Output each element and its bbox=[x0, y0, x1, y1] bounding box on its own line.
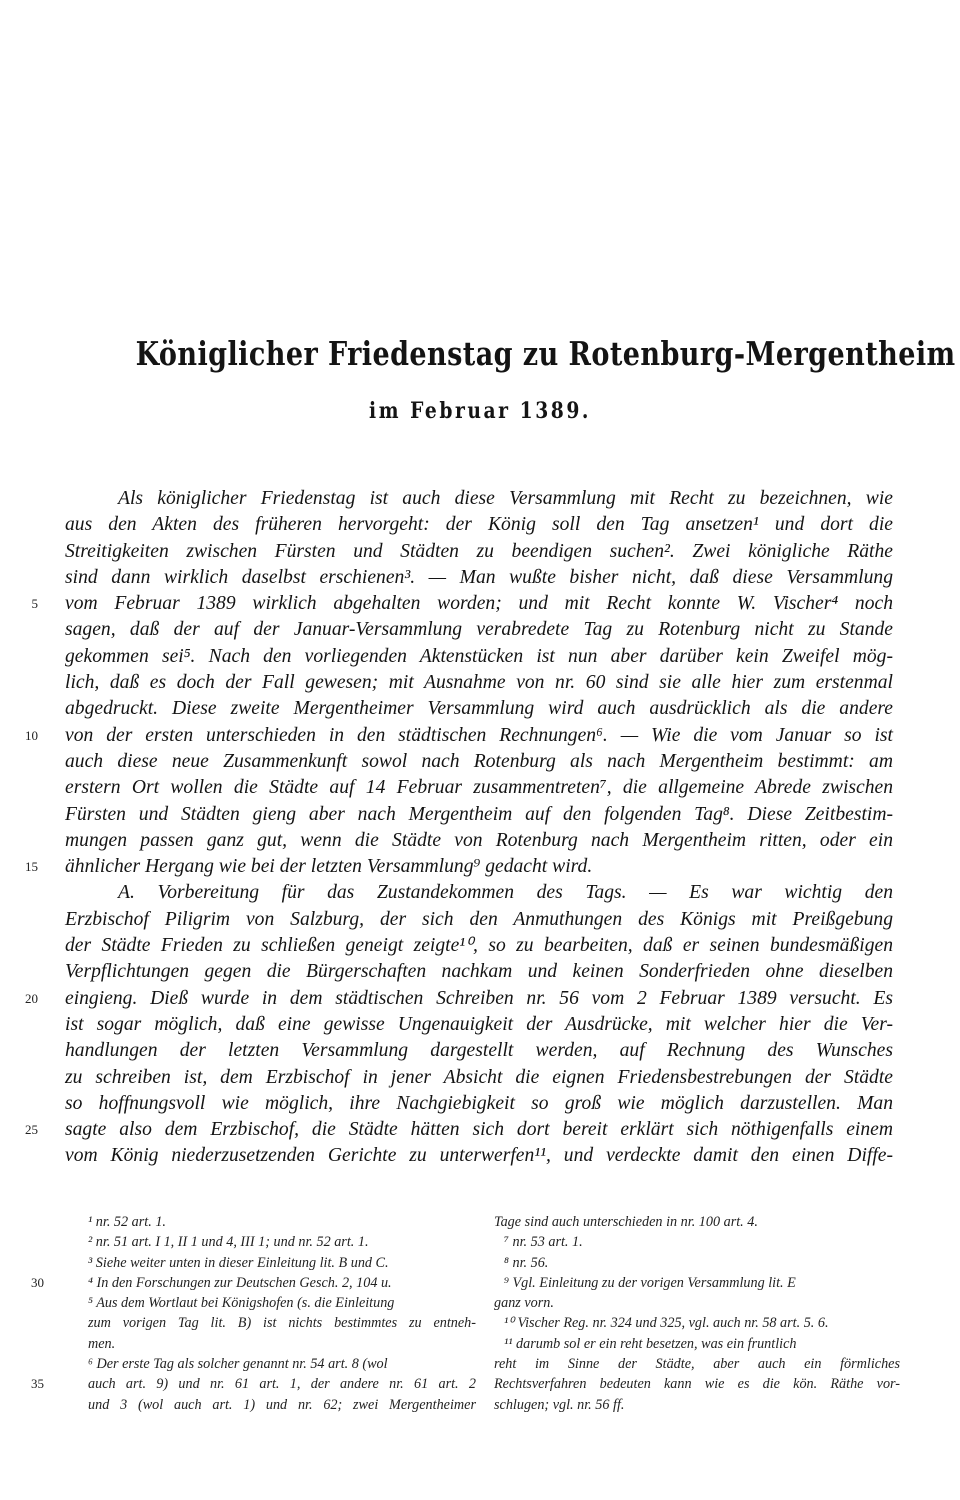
line-number: 10 bbox=[25, 727, 38, 743]
footnotes-left-column bbox=[31, 1212, 476, 1415]
footnote-text: ¹¹ darumb sol er ein reht besetzen, was ein fruntlich bbox=[504, 1335, 797, 1352]
body-line bbox=[0, 617, 960, 643]
page-subtitle: im Februar 1389. bbox=[369, 398, 591, 424]
body-line bbox=[0, 670, 960, 696]
body-line-text: eingieng. Dieß wurde in dem städtischen Schreiben nr. 56 vom 2 Februar 1389 versucht. Es bbox=[65, 987, 893, 1009]
body-text bbox=[0, 486, 960, 1170]
body-line bbox=[0, 880, 960, 906]
body-line-text: der Städte Frieden zu schließen geneigt zeigte¹⁰, so zu bearbeiten, daß er seinen bundesmäßigen bbox=[65, 935, 893, 957]
footnote-line bbox=[62, 1232, 476, 1252]
footnote-text: ⁴ In den Forschungen zur Deutschen Gesch. 2, 104 u. bbox=[88, 1274, 392, 1291]
body-line bbox=[0, 486, 960, 512]
footnote-line bbox=[492, 1395, 900, 1415]
footnote-text: ⁸ nr. 56. bbox=[504, 1254, 549, 1271]
body-line bbox=[0, 1038, 960, 1064]
footnote-text: ganz vorn. bbox=[494, 1295, 554, 1312]
footnote-line bbox=[492, 1212, 900, 1232]
body-line-text: vom König niederzusetzenden Gerichte zu unterwerfen¹¹, und verdeckte damit den einen Diffe- bbox=[65, 1145, 893, 1167]
body-line-text: aus den Akten des früheren hervorgeht: der König soll den Tag ansetzen¹ und dort die bbox=[65, 514, 893, 536]
footnote-line bbox=[492, 1313, 900, 1333]
body-line-text: Verpflichtungen gegen die Bürgerschaften nachkam und keinen Sonderfrieden ohne dieselben bbox=[65, 961, 893, 983]
footnote-text: ⁷ nr. 53 art. 1. bbox=[504, 1234, 583, 1251]
body-line bbox=[0, 1091, 960, 1117]
footnotes-right-column bbox=[492, 1212, 900, 1415]
body-line-text: lich, daß es doch der Fall gewesen; mit Ausnahme von nr. 60 sind sie alle hier zum erstenmal bbox=[65, 672, 893, 694]
body-line bbox=[0, 539, 960, 565]
body-line-text: so hoffnungsvoll wie möglich, ihre Nachgiebigkeit so groß wie möglich darzustellen. Man bbox=[65, 1092, 893, 1114]
body-line bbox=[0, 696, 960, 722]
footnote-text: reht im Sinne der Städte, aber auch ein förmliches bbox=[494, 1356, 900, 1373]
body-line-text: auch diese neue Zusammenkunft sowol nach Rotenburg als nach Mergentheim bestimmt: am bbox=[65, 750, 893, 772]
footnote-line bbox=[492, 1253, 900, 1273]
body-line-text: erstern Ort wollen die Städte auf 14 Februar zusammentreten⁷, die allgemeine Abrede zwischen bbox=[65, 777, 893, 799]
footnote-line bbox=[492, 1354, 900, 1374]
footnote-text: ⁵ Aus dem Wortlaut bei Königshofen (s. die Einleitung bbox=[88, 1295, 395, 1312]
body-line bbox=[0, 907, 960, 933]
line-number: 35 bbox=[31, 1376, 44, 1392]
line-number: 20 bbox=[25, 990, 38, 1006]
footnote-text: ⁹ Vgl. Einleitung zu der vorigen Versammlung lit. E bbox=[504, 1274, 796, 1291]
body-line-text: mungen passen ganz gut, wenn die Städte von Rotenburg nach Mergentheim ritten, oder ein bbox=[65, 829, 893, 851]
body-line-text: vom Februar 1389 wirklich abgehalten worden; und mit Recht konnte W. Vischer⁴ noch bbox=[65, 593, 893, 615]
footnote-line bbox=[31, 1374, 476, 1394]
body-line bbox=[0, 1143, 960, 1169]
footnote-text: Rechtsverfahren bedeuten kann wie es die kön. Räthe vor- bbox=[494, 1376, 900, 1393]
footnote-line bbox=[62, 1253, 476, 1273]
page-title: Königlicher Friedenstag zu Rotenburg-Mergentheim bbox=[135, 334, 956, 373]
body-line-text: zu schreiben ist, dem Erzbischof in jener Absicht die eignen Friedensbestrebungen der Städte bbox=[65, 1066, 893, 1088]
body-line bbox=[0, 986, 960, 1012]
footnote-line bbox=[62, 1212, 476, 1232]
footnote-line bbox=[492, 1374, 900, 1394]
body-line-text: ähnlicher Hergang wie bei der letzten Versammlung⁹ gedacht wird. bbox=[65, 856, 593, 878]
footnote-text: Tage sind auch unterschieden in nr. 100 art. 4. bbox=[494, 1214, 758, 1230]
body-line bbox=[0, 802, 960, 828]
body-line bbox=[0, 749, 960, 775]
body-line-text: Erzbischof Piligrim von Salzburg, der sich den Anmuthungen des Königs mit Preißgebung bbox=[65, 908, 893, 930]
body-line-text: gekommen sei⁵. Nach den vorliegenden Aktenstücken ist nun aber darüber kein Zweifel mög- bbox=[65, 645, 893, 667]
footnote-text: ⁶ Der erste Tag als solcher genannt nr. 54 art. 8 (wol bbox=[88, 1356, 388, 1373]
footnote-line bbox=[492, 1334, 900, 1354]
footnote-line bbox=[62, 1293, 476, 1313]
footnote-line bbox=[31, 1273, 476, 1293]
line-number: 30 bbox=[31, 1274, 44, 1290]
footnote-line bbox=[62, 1354, 476, 1374]
body-line-text: Fürsten und Städten gieng aber nach Mergentheim auf den folgenden Tag⁸. Diese Zeitbestim- bbox=[65, 803, 893, 825]
body-line-text: abgedruckt. Diese zweite Mergentheimer Versammlung wird auch ausdrücklich als die andere bbox=[65, 698, 893, 720]
footnote-text: ¹⁰ Vischer Reg. nr. 324 und 325, vgl. auch nr. 58 art. 5. 6. bbox=[504, 1315, 829, 1332]
body-line bbox=[0, 854, 960, 880]
body-line bbox=[0, 828, 960, 854]
body-line bbox=[0, 933, 960, 959]
line-number: 15 bbox=[25, 859, 38, 875]
body-line-text: sagen, daß der auf der Januar-Versammlung verabredete Tag zu Rotenburg nicht zu Stande bbox=[65, 619, 893, 641]
footnote-text: men. bbox=[88, 1335, 116, 1352]
body-line bbox=[0, 565, 960, 591]
footnote-line bbox=[62, 1313, 476, 1333]
body-line bbox=[0, 1065, 960, 1091]
footnote-text: ³ Siehe weiter unten in dieser Einleitung lit. B und C. bbox=[88, 1254, 389, 1271]
footnote-line bbox=[62, 1334, 476, 1354]
footnote-text: schlugen; vgl. nr. 56 ff. bbox=[494, 1396, 625, 1413]
body-line-text: handlungen der letzten Versammlung dargestellt werden, auf Rechnung des Wunsches bbox=[65, 1040, 893, 1062]
body-line bbox=[0, 1012, 960, 1038]
body-line-text: Streitigkeiten zwischen Fürsten und Städten zu beendigen suchen². Zwei königliche Räthe bbox=[65, 540, 893, 562]
body-line-text: sagte also dem Erzbischof, die Städte hätten sich dort bereit erklärt sich nöthigenfalls einem bbox=[65, 1119, 893, 1141]
body-line bbox=[0, 723, 960, 749]
footnote-text: und 3 (wol auch art. 1) und nr. 62; zwei Mergentheimer bbox=[88, 1396, 476, 1413]
footnote-line bbox=[492, 1293, 900, 1313]
body-line-text: von der ersten unterschieden in den städtischen Rechnungen⁶. — Wie die vom Januar so ist bbox=[65, 724, 893, 746]
body-line-text: A. Vorbereitung für das Zustandekommen des Tags. — Es war wichtig den bbox=[118, 882, 893, 904]
footnote-line bbox=[492, 1273, 900, 1293]
footnote-text: zum vorigen Tag lit. B) ist nichts bestimmtes zu entneh- bbox=[88, 1315, 476, 1332]
body-line-text: ist sogar möglich, daß eine gewisse Ungenauigkeit der Ausdrücke, mit welcher hier die Ver- bbox=[65, 1013, 893, 1035]
line-number: 5 bbox=[31, 596, 38, 612]
footnote-text: ¹ nr. 52 art. 1. bbox=[88, 1214, 166, 1230]
body-line bbox=[0, 1117, 960, 1143]
footnote-text: ² nr. 51 art. I 1, II 1 und 4, III 1; und nr. 52 art. 1. bbox=[88, 1234, 369, 1251]
body-line bbox=[0, 775, 960, 801]
footnote-text: auch art. 9) und nr. 61 art. 1, der andere nr. 61 art. 2 bbox=[88, 1376, 476, 1393]
body-line bbox=[0, 959, 960, 985]
body-line bbox=[0, 591, 960, 617]
body-line bbox=[0, 644, 960, 670]
footnote-line bbox=[492, 1232, 900, 1252]
body-line bbox=[0, 512, 960, 538]
line-number: 25 bbox=[25, 1122, 38, 1138]
footnote-line bbox=[62, 1395, 476, 1415]
body-line-text: Als königlicher Friedenstag ist auch diese Versammlung mit Recht zu bezeichnen, wie bbox=[118, 488, 893, 509]
body-line-text: sind dann wirklich daselbst erschienen³. — Man wußte bisher nicht, daß diese Versammlung bbox=[65, 566, 893, 588]
